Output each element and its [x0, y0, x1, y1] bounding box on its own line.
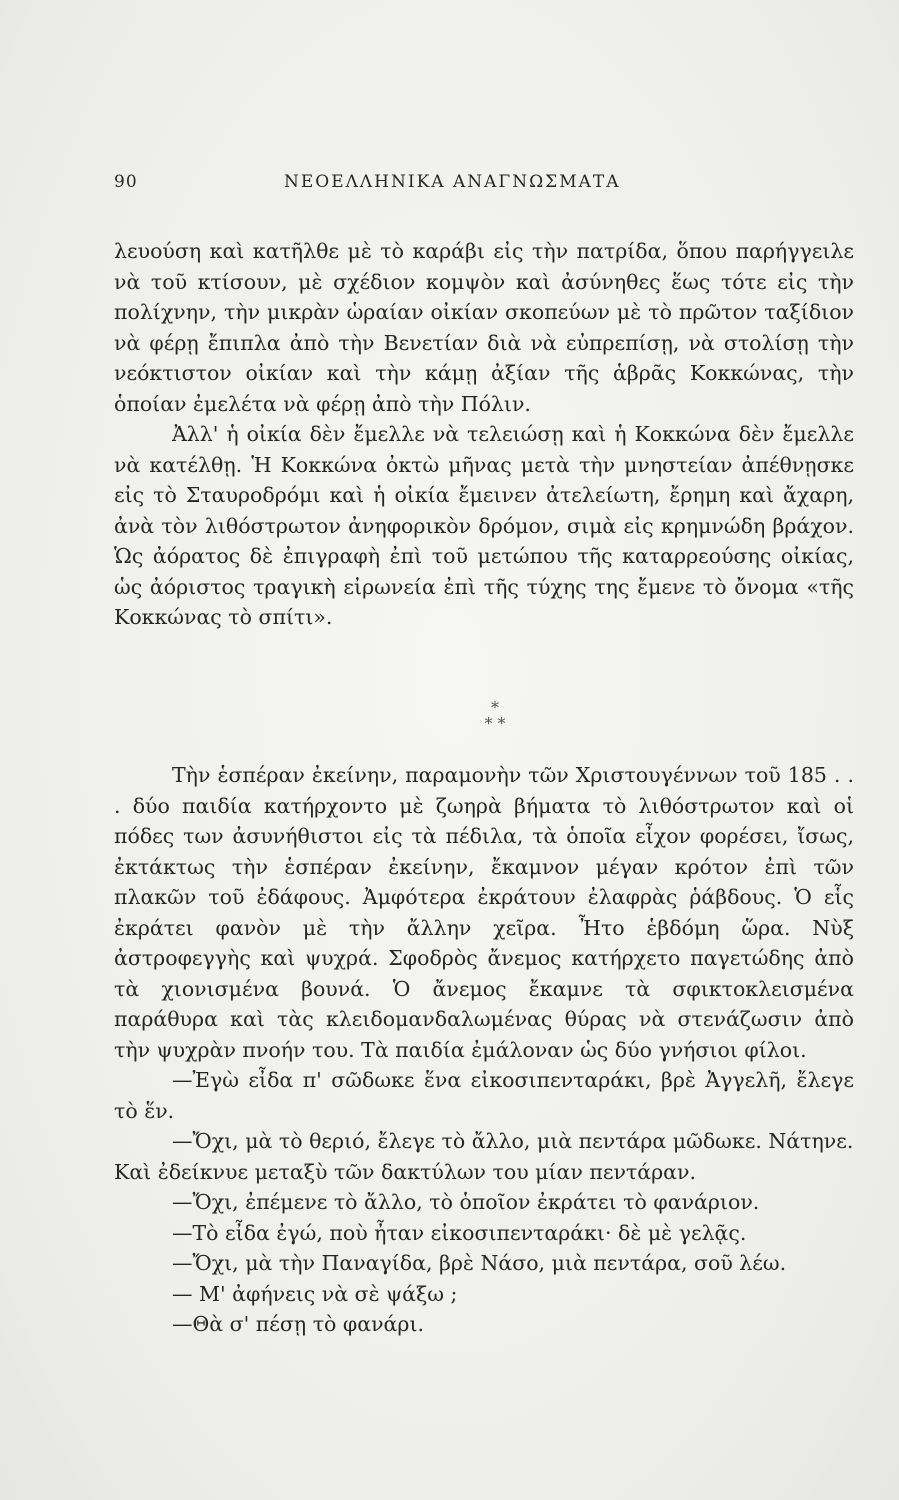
dialogue-line: —Τὸ εἶδα ἐγώ, ποὺ ἦταν εἰκοσιπενταράκι· δὲ μὲ γελᾷς. — [172, 1220, 747, 1245]
paragraph: Ἀλλ' ἡ οἰκία δὲν ἔμελλε νὰ τελειώσῃ καὶ ἡ Κοκκώνα δὲν ἔμελλε νὰ κατέλθῃ. Ἡ Κοκκώνα ὀκτὼ μῆνας μετὰ τὴν μνηστείαν ἀπέθνῃσκε εἰς τὸ Σταυροδρόμι καὶ ἡ οἰκία ἔμεινεν ἀτελείωτη, ἔρημη καὶ ἄχαρη, ἀνὰ τὸν λιθόστρωτον ἀνηφορικὸν δρόμον, σιμὰ εἰς κρημνώδη βράχον. Ὡς ἀόρατος δὲ ἐπιγραφὴ ἐπὶ τοῦ μετώπου τῆς καταρρεούσης οἰκίας, ὡς ἀόριστος τραγικὴ εἰρωνεία ἐπὶ τῆς τύχης της ἔμενε τὸ ὄνομα «τῆς Κοκκώνας τὸ σπίτι». — [114, 422, 854, 629]
page-header — [114, 172, 854, 198]
dialogue-line: —Ἐγὼ εἶδα π' σῶδωκε ἕνα εἰκοσιπενταράκι, βρὲ Ἀγγελῆ, ἔλεγε τὸ ἕν. — [114, 1068, 854, 1123]
paragraph: λευούση καὶ κατῆλθε μὲ τὸ καράβι εἰς τὴν πατρίδα, ὅπου παρήγγειλε νὰ τοῦ κτίσουν, μὲ σχέδιον κομψὸν καὶ ἀσύνηθες ἕως τότε εἰς τὴν πολίχνην, τὴν μικρὰν ὡραίαν οἰκίαν σκοπεύων μὲ τὸ πρῶτον ταξίδιον νὰ φέρῃ ἔπιπλα ἀπὸ τὴν Βενετίαν διὰ νὰ εὐπρεπίσῃ, νὰ στολίσῃ τὴν νεόκτιστον οἰκίαν καὶ τὴν κάμῃ ἀξίαν τῆς ἁβρᾶς Κοκκώνας, τὴν ὁποίαν ἐμελέτα νὰ φέρῃ ἀπὸ τὴν Πόλιν. — [114, 239, 854, 416]
page-number: 90 — [114, 172, 138, 192]
dialogue-line: —Ὄχι, μὰ τὴν Παναγίδα, βρὲ Νάσο, μιὰ πεντάρα, σοῦ λέω. — [172, 1251, 787, 1275]
running-title: ΝΕΟΕΛΛΗΝΙΚΑ ΑΝΑΓΝΩΣΜΑΤΑ — [284, 172, 621, 192]
dialogue-line: —Θὰ σ' πέσῃ τὸ φανάρι. — [172, 1312, 425, 1336]
dialogue-line: —Ὄχι, μὰ τὸ θεριό, ἔλεγε τὸ ἄλλο, μιὰ πεντάρα μῶδωκε. Νάτηνε. — [172, 1129, 854, 1153]
first-section — [114, 236, 854, 633]
second-section — [114, 760, 854, 1340]
section-opening-paragraph: Τὴν ἑσπέραν ἐκείνην, παραμονὴν τῶν Χριστουγέννων τοῦ 185 . . . δύο παιδία κατήρχοντο μὲ ζωηρὰ βήματα τὸ λιθόστρωτον καὶ οἱ πόδες των ἀσυνήθιστοι εἰς τὰ πέδιλα, τὰ ὁποῖα εἶχον φορέσει, ἴσως, ἐκτάκτως τὴν ἑσπέραν ἐκείνην, ἔκαμνον μέγαν κρότον ἐπὶ τῶν πλακῶν τοῦ ἐδάφους. Ἀμφότερα ἐκράτουν ἐλαφρὰς ῥάβδους. Ὁ εἷς ἐκράτει φανὸν μὲ τὴν ἄλλην χεῖρα. Ἦτο ἑβδόμη ὥρα. Νὺξ ἀστροφεγγὴς καὶ ψυχρά. Σφοδρὸς ἄνεμος κατήρχετο παγετώδης ἀπὸ τὰ χιονισμένα βουνά. Ὁ ἄνεμος ἔκαμνε τὰ σφικτοκλεισμένα παράθυρα καὶ τὰς κλειδομανδαλωμένας θύρας νὰ στενάζωσιν ἀπὸ τὴν ψυχρὰν πνοήν του. Τὰ παιδία ἐμάλοναν ὡς δύο γνήσιοι φίλοι. — [114, 763, 854, 1062]
narrative-line: Καὶ ἐδείκνυε μεταξὺ τῶν δακτύλων του μίαν πεντάραν. — [114, 1159, 696, 1184]
dialogue-line: —Ὄχι, ἐπέμενε τὸ ἄλλο, τὸ ὁποῖον ἐκράτει τὸ φανάριον. — [172, 1190, 760, 1214]
section-separator — [480, 700, 510, 732]
separator-asterisks: * * * — [484, 698, 506, 733]
dialogue-line: — Μ' ἀφήνεις νὰ σὲ ψάξω ; — [172, 1281, 458, 1306]
